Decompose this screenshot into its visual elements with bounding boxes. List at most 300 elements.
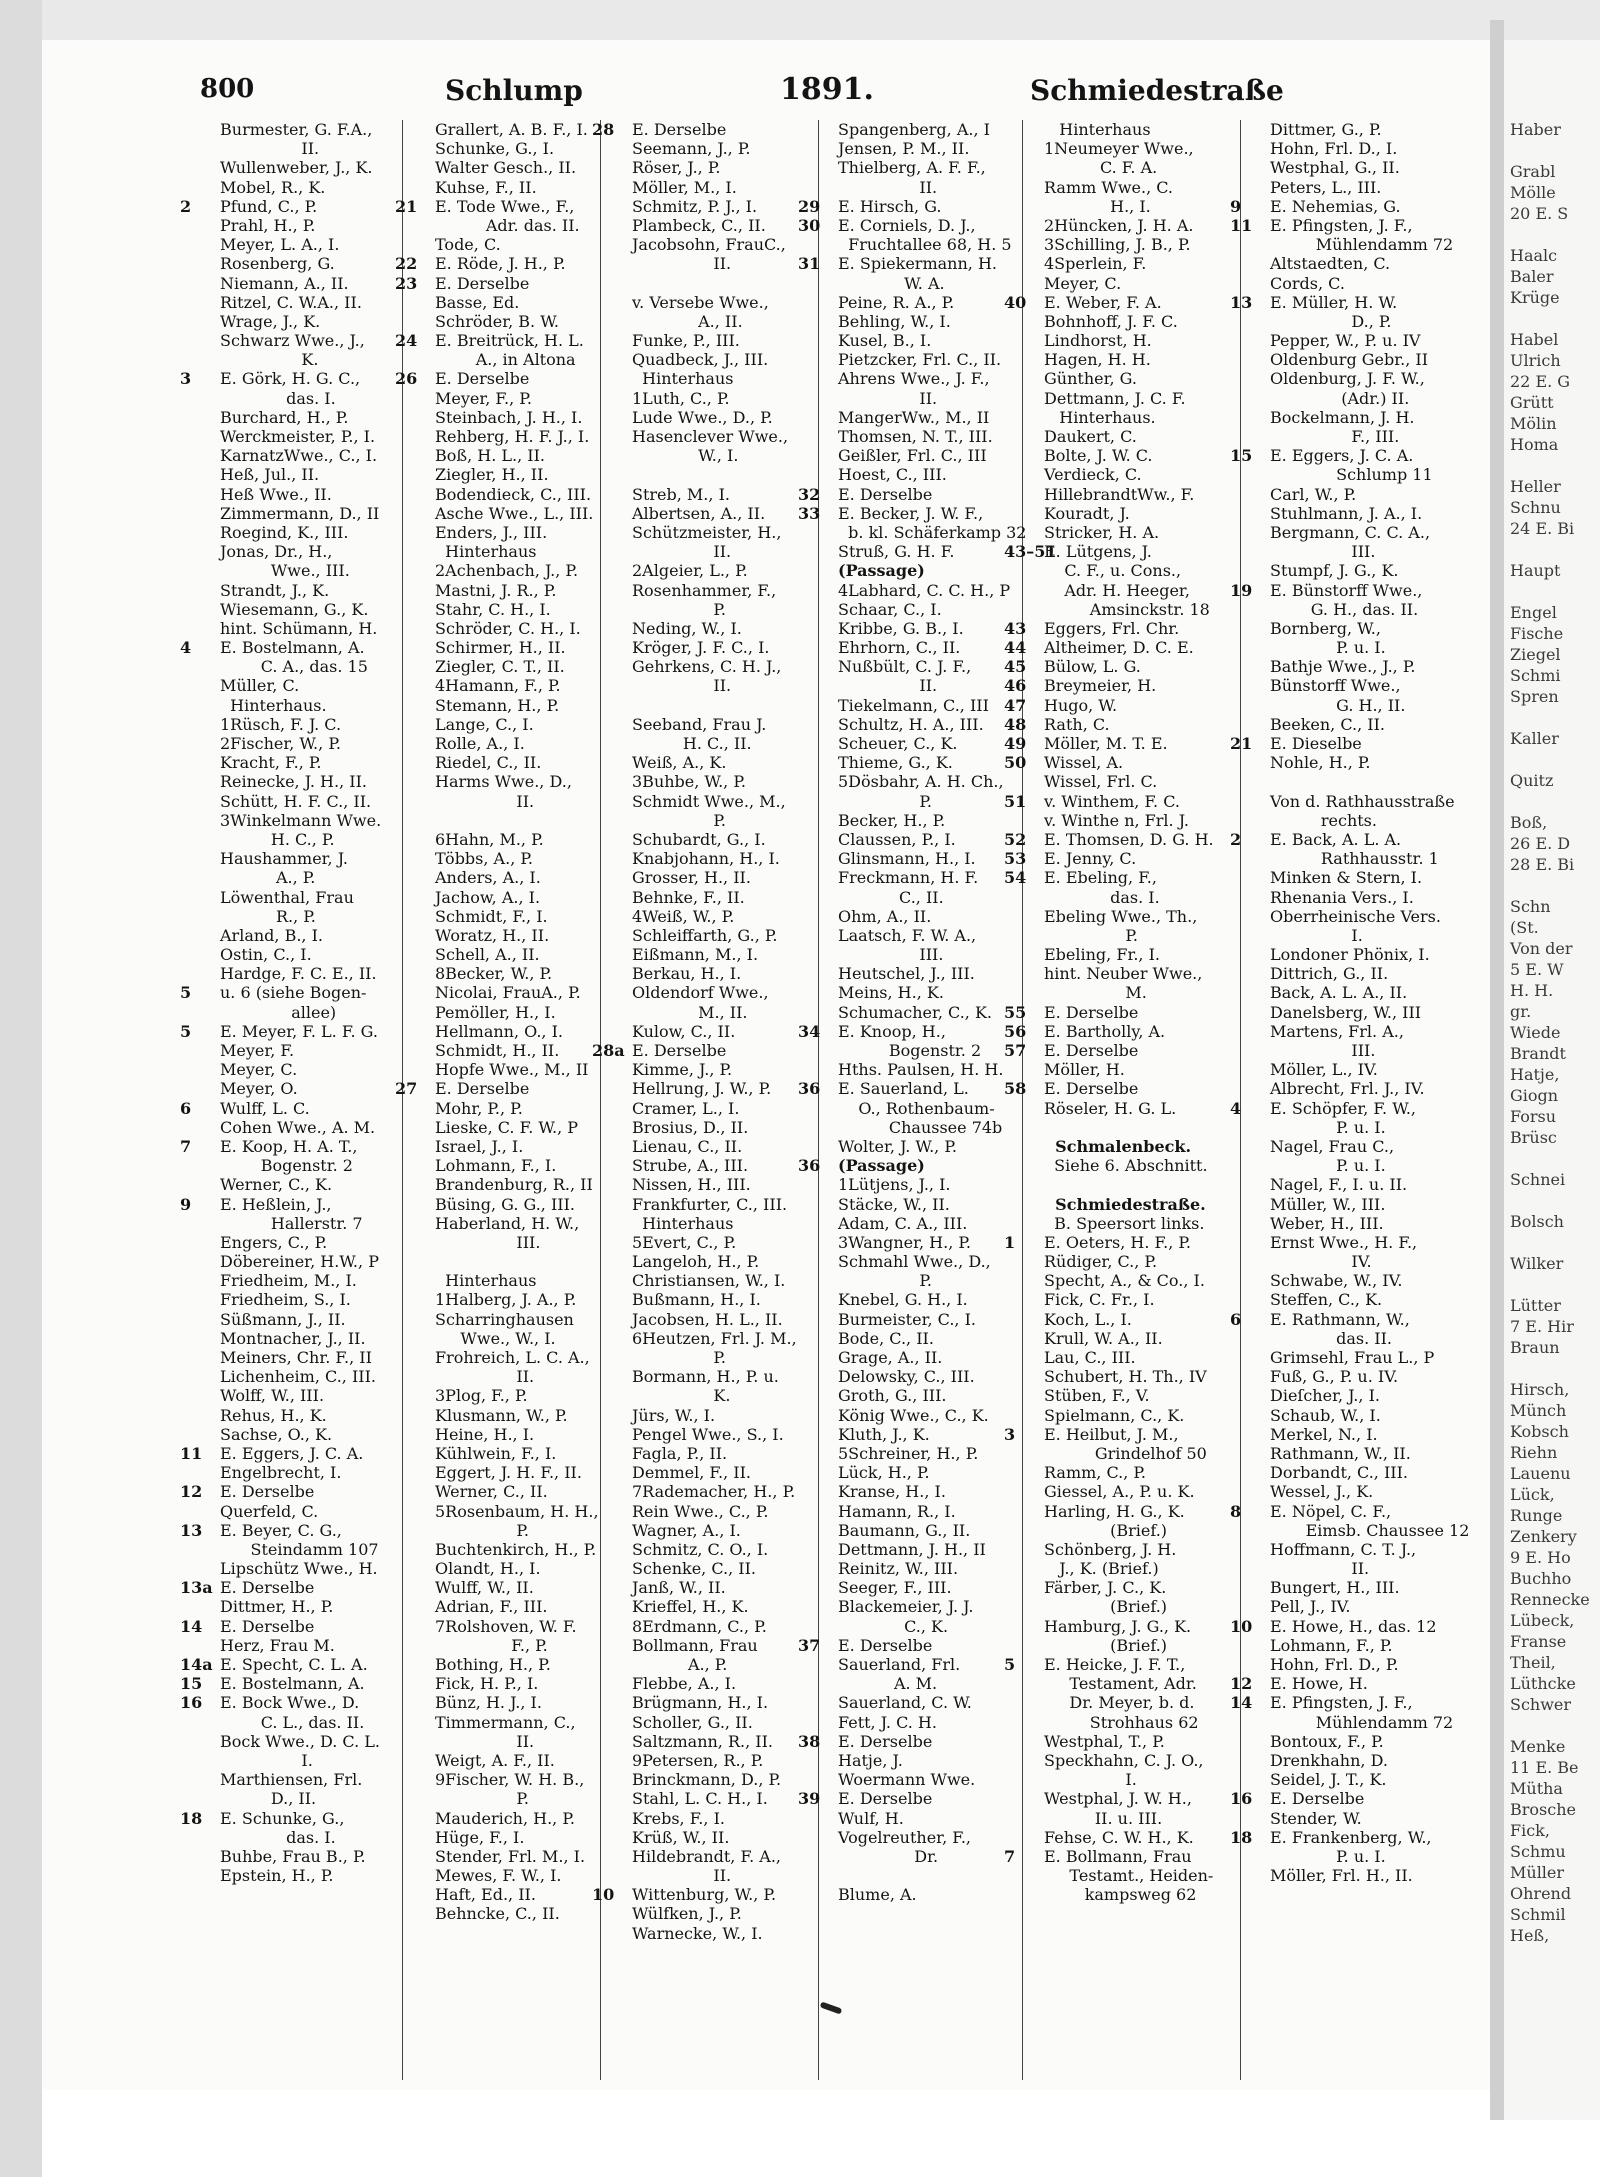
- directory-entry: [1004, 638, 1240, 657]
- resident-name: Mewes, F. W., I.: [435, 1866, 562, 1886]
- resident-name: C. F., u. Cons.,: [1044, 561, 1182, 581]
- address-column-3: [592, 120, 817, 1943]
- house-number: 9: [1230, 196, 1242, 216]
- resident-name: Bockelmann, J. H.: [1270, 407, 1415, 427]
- running-head-year: 1891.: [780, 72, 874, 107]
- directory-entry: [395, 504, 600, 523]
- resident-name: Löwenthal, Frau: [220, 887, 354, 907]
- directory-entry: [592, 465, 817, 484]
- directory-entry: [798, 1655, 1020, 1674]
- resident-name: P. u. I.: [1270, 638, 1386, 658]
- resident-name: Mastni, J. R., P.: [435, 580, 557, 600]
- resident-name: Pietzcker, Frl. C., II.: [838, 350, 1002, 370]
- directory-entry: [798, 1809, 1020, 1828]
- resident-name: Heß Wwe., II.: [220, 484, 332, 504]
- resident-name: Dr. Meyer, b. d.: [1044, 1693, 1195, 1713]
- resident-name: G. H., II.: [1270, 695, 1406, 715]
- resident-name: E. Görk, H. G. C.,: [220, 369, 361, 389]
- house-number: 19: [1230, 580, 1253, 600]
- house-number: 22: [395, 254, 418, 274]
- directory-entry: [1230, 427, 1482, 446]
- directory-entry: [798, 1310, 1020, 1329]
- directory-entry: [180, 312, 400, 331]
- resident-name: II.: [838, 388, 938, 408]
- resident-name: Lipschütz Wwe., H.: [220, 1559, 378, 1579]
- directory-entry: [1004, 1540, 1240, 1559]
- resident-name: Schützmeister, H.,: [632, 522, 782, 542]
- directory-entry: [180, 408, 400, 427]
- directory-entry: [180, 1233, 400, 1252]
- directory-entry: [180, 734, 400, 753]
- resident-name: Bollmann, Frau: [632, 1635, 758, 1655]
- resident-name: Timmermann, C.,: [435, 1712, 576, 1732]
- adjacent-page-text: Runge: [1510, 1506, 1563, 1525]
- directory-entry: [592, 772, 817, 791]
- directory-entry: [1230, 1214, 1482, 1233]
- resident-name: Grage, A., II.: [838, 1348, 943, 1367]
- directory-entry: [180, 158, 400, 177]
- directory-entry: [1230, 715, 1482, 734]
- resident-name: II.: [435, 1367, 535, 1387]
- directory-entry: [1230, 523, 1482, 542]
- house-number: 29: [798, 196, 821, 216]
- directory-entry: [180, 1655, 400, 1674]
- directory-entry: [180, 619, 400, 638]
- directory-entry: [798, 139, 1020, 158]
- directory-entry: [1004, 1751, 1240, 1770]
- resident-name: Jonas, Dr., H.,: [220, 542, 333, 562]
- resident-name: Schlump 11: [1270, 465, 1433, 485]
- directory-entry: [395, 1022, 600, 1041]
- directory-entry: [592, 676, 817, 695]
- resident-name: rechts.: [1270, 810, 1377, 830]
- adjacent-page-text: 20 E. S: [1510, 204, 1569, 223]
- directory-entry: [592, 274, 817, 293]
- resident-name: Wittenburg, W., P.: [632, 1885, 777, 1905]
- directory-entry: [592, 1348, 817, 1367]
- resident-name: II.: [632, 542, 732, 562]
- resident-name: Schröder, B. W.: [435, 311, 559, 331]
- directory-entry: [1004, 1022, 1240, 1041]
- resident-name: E. Derselbe: [632, 1041, 727, 1060]
- directory-entry: [395, 1003, 600, 1022]
- directory-entry: [798, 1271, 1020, 1290]
- directory-entry: [1230, 1233, 1482, 1252]
- directory-entry: [1004, 561, 1240, 580]
- directory-entry: [1230, 772, 1482, 791]
- resident-name: Kühlwein, F., I.: [435, 1443, 557, 1463]
- resident-name: Harms Wwe., D.,: [435, 772, 572, 792]
- directory-entry: [1004, 312, 1240, 331]
- resident-name: Thieme, G., K.: [838, 753, 953, 773]
- resident-name: b. kl. Schäferkamp 32: [838, 522, 1027, 542]
- directory-entry: [592, 830, 817, 849]
- directory-entry: [798, 504, 1020, 523]
- directory-entry: [798, 1713, 1020, 1732]
- directory-entry: [1230, 849, 1482, 868]
- resident-name: (Brief.): [1044, 1635, 1168, 1655]
- resident-name: Walter Gesch., II.: [435, 158, 577, 178]
- resident-name: Woermann Wwe.: [838, 1770, 976, 1790]
- directory-entry: [180, 1809, 400, 1828]
- directory-entry: [395, 1290, 600, 1309]
- directory-entry: [395, 638, 600, 657]
- directory-entry: [592, 1041, 817, 1060]
- resident-name: Gehrkens, C. H. J.,: [632, 657, 782, 677]
- resident-name: Haberland, H. W.,: [435, 1213, 580, 1233]
- directory-entry: [592, 408, 817, 427]
- directory-entry: [592, 1444, 817, 1463]
- resident-name: Querfeld, C.: [220, 1501, 319, 1521]
- directory-entry: [1004, 1463, 1240, 1482]
- resident-name: Wwe., W., I.: [435, 1328, 556, 1348]
- directory-entry: [180, 638, 400, 657]
- directory-entry: [1230, 1290, 1482, 1309]
- directory-entry: [592, 446, 817, 465]
- directory-entry: [1004, 1310, 1240, 1329]
- directory-entry: [395, 1175, 600, 1194]
- resident-name: E. Bollmann, Frau: [1044, 1846, 1192, 1866]
- adjacent-page-text: Spren: [1510, 687, 1559, 706]
- resident-name: Hinterhaus: [435, 542, 537, 562]
- resident-name: Schröder, C. H., I.: [435, 618, 581, 638]
- house-number: 13: [1230, 292, 1253, 312]
- directory-entry: [1004, 657, 1240, 676]
- resident-name: P.: [1044, 925, 1138, 945]
- directory-entry: [798, 888, 1020, 907]
- resident-name: E. Derselbe: [1044, 1002, 1139, 1022]
- house-number: 43: [1004, 618, 1027, 638]
- directory-entry: [1230, 581, 1482, 600]
- resident-name: Tode, C.: [435, 235, 501, 255]
- directory-entry: [1230, 331, 1482, 350]
- resident-name: E. Pfingsten, J. F.,: [1270, 215, 1413, 235]
- directory-entry: [1230, 1732, 1482, 1751]
- directory-entry: [592, 1406, 817, 1425]
- resident-name: E. Schöpfer, F. W.,: [1270, 1098, 1417, 1118]
- resident-name: Hoest, C., III.: [838, 465, 947, 485]
- resident-name: Israel, J., I.: [435, 1136, 524, 1156]
- house-number: 1: [1004, 1232, 1016, 1252]
- resident-name: Bontoux, F., P.: [1270, 1731, 1384, 1751]
- house-number: 37: [798, 1635, 821, 1655]
- resident-name: 7Rademacher, H., P.: [632, 1482, 796, 1502]
- directory-entry: [395, 1502, 600, 1521]
- adjacent-page-text: Krüge: [1510, 288, 1560, 307]
- directory-entry: [1004, 1252, 1240, 1271]
- adjacent-page-text: Lütter: [1510, 1296, 1561, 1315]
- directory-entry: [1230, 465, 1482, 484]
- directory-entry: [395, 581, 600, 600]
- resident-name: 5Schreiner, H., P.: [838, 1443, 979, 1463]
- directory-entry: [395, 1310, 600, 1329]
- resident-name: Plambeck, C., II.: [632, 215, 766, 235]
- resident-name: A., in Altona: [435, 350, 576, 370]
- resident-name: E. Koop, H. A. T.,: [220, 1136, 358, 1156]
- resident-name: Arland, B., I.: [220, 925, 323, 945]
- adjacent-page-text: Mütha: [1510, 1779, 1563, 1798]
- directory-entry: [592, 1751, 817, 1770]
- directory-entry: [180, 581, 400, 600]
- directory-entry: [1004, 1271, 1240, 1290]
- directory-entry: [1230, 888, 1482, 907]
- resident-name: Cords, C.: [1270, 273, 1345, 293]
- resident-name: E. Spiekermann, H.: [838, 254, 997, 274]
- resident-name: Burmeister, C., I.: [838, 1309, 976, 1329]
- directory-entry: [180, 964, 400, 983]
- directory-entry: [592, 1636, 817, 1655]
- resident-name: Schmitz, P. J., I.: [632, 196, 758, 216]
- resident-name: Scheuer, C., K.: [838, 734, 958, 753]
- directory-entry: [1230, 1540, 1482, 1559]
- adjacent-page-text: Bolsch: [1510, 1212, 1564, 1231]
- resident-name: Freckmann, H. F.: [838, 868, 979, 888]
- resident-name: Frankfurter, C., III.: [632, 1194, 788, 1214]
- resident-name: Hagen, H. H.: [1044, 350, 1151, 370]
- house-number: 40: [1004, 292, 1027, 312]
- directory-entry: [592, 811, 817, 830]
- directory-entry: [180, 350, 400, 369]
- directory-entry: [798, 408, 1020, 427]
- directory-entry: [798, 792, 1020, 811]
- resident-name: Cohen Wwe., A. M.: [220, 1117, 376, 1137]
- resident-name: Strube, A., III.: [632, 1156, 749, 1176]
- resident-name: E. Derselbe: [838, 484, 933, 504]
- directory-entry: [1230, 1137, 1482, 1156]
- resident-name: Baumann, G., II.: [838, 1520, 971, 1540]
- resident-name: Hatje, J.: [838, 1750, 903, 1770]
- adjacent-page-text: H. H.: [1510, 981, 1554, 1000]
- directory-entry: [1230, 1329, 1482, 1348]
- resident-name: Lange, C., I.: [435, 714, 534, 734]
- directory-entry: [180, 1329, 400, 1348]
- resident-name: Schwabe, W., IV.: [1270, 1271, 1403, 1291]
- directory-entry: [592, 888, 817, 907]
- resident-name: Mühlendamm 72: [1270, 1712, 1454, 1732]
- directory-entry: [1004, 907, 1240, 926]
- resident-name: E. Derselbe: [220, 1616, 315, 1636]
- directory-entry: [592, 293, 817, 312]
- directory-entry: [1004, 1079, 1240, 1098]
- house-number: 56: [1004, 1021, 1027, 1041]
- resident-name: Vogelreuther, F.,: [838, 1827, 972, 1847]
- house-number: 5: [180, 1021, 192, 1041]
- house-number: 32: [798, 484, 821, 504]
- resident-name: Krull, W. A., II.: [1044, 1328, 1163, 1348]
- resident-name: Ramm Wwe., C.: [1044, 177, 1174, 197]
- resident-name: Grallert, A. B. F., I.: [435, 120, 588, 139]
- directory-entry: [798, 868, 1020, 887]
- resident-name: Möller, M., I.: [632, 177, 737, 197]
- directory-entry: [1004, 523, 1240, 542]
- resident-name: Buhbe, Frau B., P.: [220, 1846, 366, 1866]
- resident-name: Hamann, R., I.: [838, 1501, 956, 1521]
- house-number: 27: [395, 1079, 418, 1099]
- house-number: 26: [395, 369, 418, 389]
- resident-name: E. Meyer, F. L. F. G.: [220, 1021, 378, 1041]
- resident-name: Thomsen, N. T., III.: [838, 427, 993, 446]
- resident-name: Wissel, Frl. C.: [1044, 772, 1158, 792]
- directory-entry: [1230, 1079, 1482, 1098]
- directory-entry: [395, 1732, 600, 1751]
- resident-name: G. H., das. II.: [1270, 599, 1419, 619]
- directory-entry: [798, 1674, 1020, 1693]
- house-number: 50: [1004, 753, 1027, 773]
- resident-name: Schwarz Wwe., J.,: [220, 331, 365, 351]
- resident-name: 3Buhbe, W., P.: [632, 772, 746, 792]
- directory-entry: [395, 1041, 600, 1060]
- directory-entry: [395, 1463, 600, 1482]
- resident-name: P.: [838, 791, 932, 811]
- directory-entry: [395, 849, 600, 868]
- resident-name: Heine, H., I.: [435, 1424, 535, 1444]
- directory-entry: [592, 1290, 817, 1309]
- resident-name: Rosenberg, G.: [220, 254, 335, 274]
- resident-name: Eggert, J. H. F., II.: [435, 1463, 582, 1483]
- resident-name: II. u. III.: [1044, 1808, 1163, 1828]
- house-number: 11: [180, 1443, 203, 1463]
- directory-entry: [1004, 1828, 1240, 1847]
- directory-entry: [798, 1751, 1020, 1770]
- resident-name: Bornberg, W.,: [1270, 618, 1381, 638]
- house-number: 38: [798, 1731, 821, 1751]
- resident-name: E. Eggers, J. C. A.: [220, 1443, 364, 1463]
- directory-entry: [798, 1828, 1020, 1847]
- directory-entry: [180, 369, 400, 388]
- directory-entry: [180, 1713, 400, 1732]
- resident-name: Werner, C., K.: [220, 1175, 333, 1195]
- directory-entry: [592, 1693, 817, 1712]
- directory-entry: [592, 1463, 817, 1482]
- directory-entry: [180, 542, 400, 561]
- directory-entry: [395, 1118, 600, 1137]
- resident-name: Ziegler, C. T., II.: [435, 657, 565, 677]
- directory-entry: [592, 485, 817, 504]
- directory-entry: [798, 772, 1020, 791]
- directory-entry: [592, 849, 817, 868]
- directory-entry: [1004, 600, 1240, 619]
- directory-entry: [592, 561, 817, 580]
- directory-entry: [592, 1732, 817, 1751]
- resident-name: Verdieck, C.: [1044, 465, 1142, 485]
- directory-entry: [1004, 197, 1240, 216]
- resident-name: Haushammer, J.: [220, 849, 348, 869]
- resident-name: (Brief.): [1044, 1520, 1168, 1540]
- resident-name: E. Derselbe: [435, 369, 530, 389]
- house-number: 16: [180, 1693, 203, 1713]
- resident-name: Többs, A., P.: [435, 849, 533, 869]
- directory-entry: [798, 1041, 1020, 1060]
- directory-entry: [592, 1156, 817, 1175]
- resident-name: Rathhausstr. 1: [1270, 849, 1439, 869]
- directory-entry: [1230, 350, 1482, 369]
- directory-entry: [798, 1502, 1020, 1521]
- resident-name: D., P.: [1270, 311, 1392, 331]
- resident-name: Delowsky, C., III.: [838, 1367, 975, 1387]
- house-number: 45: [1004, 657, 1027, 677]
- directory-entry: [592, 178, 817, 197]
- resident-name: Bußmann, H., I.: [632, 1290, 761, 1310]
- resident-name: Streb, M., I.: [632, 484, 730, 504]
- directory-entry: [180, 849, 400, 868]
- resident-name: Friedheim, M., I.: [220, 1271, 357, 1291]
- directory-entry: [180, 1367, 400, 1386]
- resident-name: Schunke, G., I.: [435, 139, 555, 159]
- resident-name: Tiekelmann, C., III: [838, 695, 989, 715]
- resident-name: A., P.: [220, 868, 316, 888]
- directory-entry: [592, 734, 817, 753]
- directory-entry: [1004, 120, 1240, 139]
- resident-name: Saltzmann, R., II.: [632, 1731, 773, 1751]
- resident-name: Albrecht, Frl. J., IV.: [1270, 1079, 1425, 1099]
- directory-entry: [798, 1367, 1020, 1386]
- resident-name: E. Hirsch, G.: [838, 196, 942, 216]
- directory-entry: [592, 1770, 817, 1789]
- resident-name: E. Derselbe: [220, 1578, 315, 1598]
- resident-name: Schubardt, G., I.: [632, 829, 766, 849]
- house-number: 52: [1004, 829, 1027, 849]
- scan-border-top: [0, 0, 1600, 40]
- resident-name: Fett, J. C. H.: [838, 1712, 937, 1732]
- resident-name: Riedel, C., II.: [435, 753, 542, 773]
- directory-entry: [180, 1425, 400, 1444]
- directory-entry: [395, 1693, 600, 1712]
- directory-entry: [1004, 331, 1240, 350]
- directory-entry: [798, 581, 1020, 600]
- directory-entry: [592, 331, 817, 350]
- directory-entry: [395, 1866, 600, 1885]
- house-number: 4: [180, 638, 192, 658]
- resident-name: Brosius, D., II.: [632, 1117, 749, 1137]
- resident-name: Hallerstr. 7: [220, 1213, 363, 1233]
- adjacent-page-text: Engel: [1510, 603, 1557, 622]
- house-number: 3: [180, 369, 192, 389]
- directory-entry: [180, 389, 400, 408]
- adjacent-page-text: 7 E. Hir: [1510, 1317, 1574, 1336]
- directory-entry: [798, 522, 1027, 542]
- house-number: 6: [180, 1098, 192, 1118]
- resident-name: Weber, H., III.: [1270, 1213, 1384, 1233]
- directory-entry: [180, 792, 400, 811]
- directory-entry: [1004, 1655, 1240, 1674]
- directory-entry: [1004, 1367, 1240, 1386]
- resident-name: Anders, A., I.: [435, 868, 541, 888]
- directory-entry: [395, 753, 600, 772]
- resident-name: Basse, Ed.: [435, 292, 520, 312]
- directory-entry: [180, 600, 400, 619]
- resident-name: Hopfe Wwe., M., II: [435, 1060, 589, 1080]
- adjacent-page-text: Haber: [1510, 120, 1561, 139]
- directory-entry: [592, 216, 817, 235]
- resident-name: Kulow, C., II.: [632, 1021, 736, 1041]
- resident-name: Schaar, C., I.: [838, 599, 942, 619]
- directory-entry: [395, 1789, 600, 1808]
- resident-name: Peters, L., III.: [1270, 177, 1382, 197]
- resident-name: Thielberg, A. F. F.,: [838, 158, 986, 178]
- resident-name: P.: [838, 1271, 932, 1291]
- directory-entry: [1230, 1310, 1482, 1329]
- resident-name: Schmidt, F., I.: [435, 906, 548, 926]
- resident-name: Färber, J. C., K.: [1044, 1578, 1167, 1598]
- house-number: 23: [395, 273, 418, 293]
- resident-name: Meyer, C.: [220, 1060, 298, 1080]
- directory-entry: [798, 1137, 1020, 1156]
- house-number: 58: [1004, 1079, 1027, 1099]
- adjacent-page-text: Franse: [1510, 1632, 1567, 1651]
- directory-entry: [1004, 849, 1240, 868]
- resident-name: Laatsch, F. W. A.,: [838, 925, 977, 945]
- resident-name: D., II.: [220, 1789, 317, 1809]
